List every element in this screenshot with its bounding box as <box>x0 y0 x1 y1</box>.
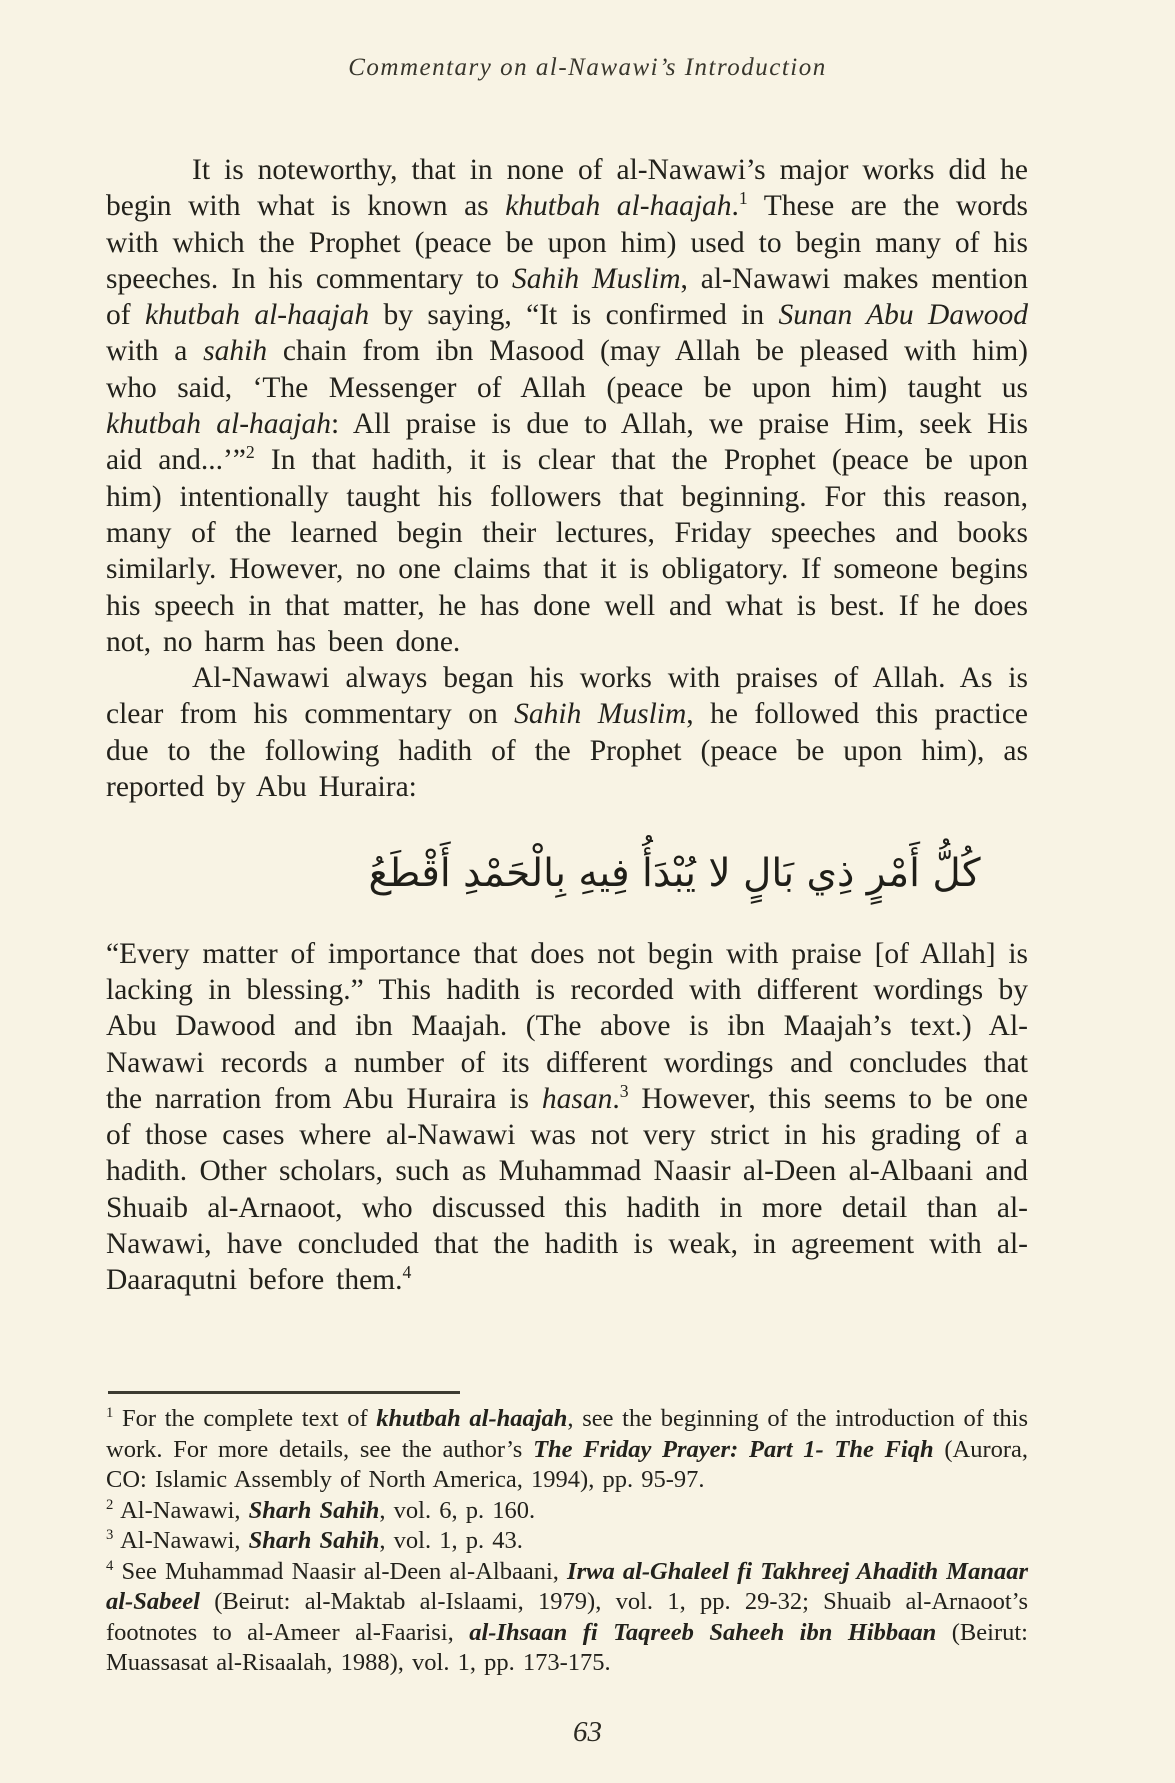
paragraph-praises-of-allah: Al-Nawawi always began his works with praises of Allah. As is clear from his commentary on Sahih Muslim, he followed this practice due to the following hadith of the Prophet (peace be upon him), as reported by Abu Huraira: <box>106 662 1029 804</box>
page-body <box>106 152 1028 1299</box>
page-number: 63 <box>573 1716 602 1748</box>
running-head: Commentary on al-Nawawi’s Introduction <box>348 54 827 81</box>
footnote-1: $^1$ For the complete text of khutbah al-haajah, see the beginning of the introduction of this work. For more details, see the author’s The Friday Prayer: Part 1- The Fiqh (Aurora, CO: Islamic Assembly of North America, 1994), pp. 95-97. <box>106 1404 1029 1493</box>
footnote-3: $^3$ Al-Nawawi, Sharh Sahih, vol. 1, p. 43. <box>106 1526 523 1554</box>
arabic-hadith-text: كُلُّ أَمْرٍ ذِي بَالٍ لا يُبْدَأُ فِيهِ بِالْحَمْدِ أَقْطَعُ <box>368 851 981 897</box>
footnote-2: $^2$ Al-Nawawi, Sharh Sahih, vol. 6, p. 160. <box>106 1496 536 1524</box>
book-spine-shadow <box>0 0 70 1783</box>
footnotes-section <box>106 1404 1028 1679</box>
footnote-separator-rule <box>108 1391 460 1394</box>
footnote-4: $^4$ See Muhammad Naasir al-Deen al-Albaani, Irwa al-Ghaleel fi Takhreej Ahadith Manaar al-Sabeel (Beirut: al-Maktab al-Islaami, 1979), vol. 1, pp. 29-32; Shuaib al-Arnaoot’s footnotes to al-Ameer al-Faarisi, al-Ihsaan fi Taqreeb Saheeh ibn Hibbaan (Beirut: Muassasat al-Risaalah, 1988), vol. 1, pp. 173-175. <box>106 1557 1028 1676</box>
paragraph-khutbah-discussion: It is noteworthy, that in none of al-Nawawi’s major works did he begin with what is known as khutbah al-haajah.$^1$ These are the words with which the Prophet (peace be upon him) used to begin many of his speeches. In his commentary to Sahih Muslim, al-Nawawi makes mention of khutbah al-haajah by saying, “It is confirmed in Sunan Abu Dawood with a sahih chain from ibn Masood (may Allah be pleased with him) who said, ‘The Messenger of Allah (peace be upon him) taught us khutbah al-haajah: All praise is due to Allah, we praise Him, seek His aid and...’”$^2$ In that hadith, it is clear that the Prophet (peace be upon him) intentionally taught his followers that beginning. For this reason, many of the learned begin their lectures, Friday speeches and books similarly. However, no one claims that it is obligatory. If someone begins his speech in that matter, he has done well and what is best. If he does not, no harm has been done. <box>106 154 1029 658</box>
paragraph-hadith-translation-grading: “Every matter of importance that does not begin with praise [of Allah] is lacking in blessing.” This hadith is recorded with different wordings by Abu Dawood and ibn Maajah. (The above is ibn Maajah’s text.) Al-Nawawi records a number of its different wordings and concludes that the narration from Abu Huraira is hasan.$^3$ However, this seems to be one of those cases where al-Nawawi was not very strict in his grading of a hadith. Other scholars, such as Muhammad Naasir al-Deen al-Albaani and Shuaib al-Arnaoot, who discussed this hadith in more detail than al-Nawawi, have concluded that the hadith is weak, in agreement with al-Daaraqutni before them.$^4$ <box>106 937 1028 1297</box>
